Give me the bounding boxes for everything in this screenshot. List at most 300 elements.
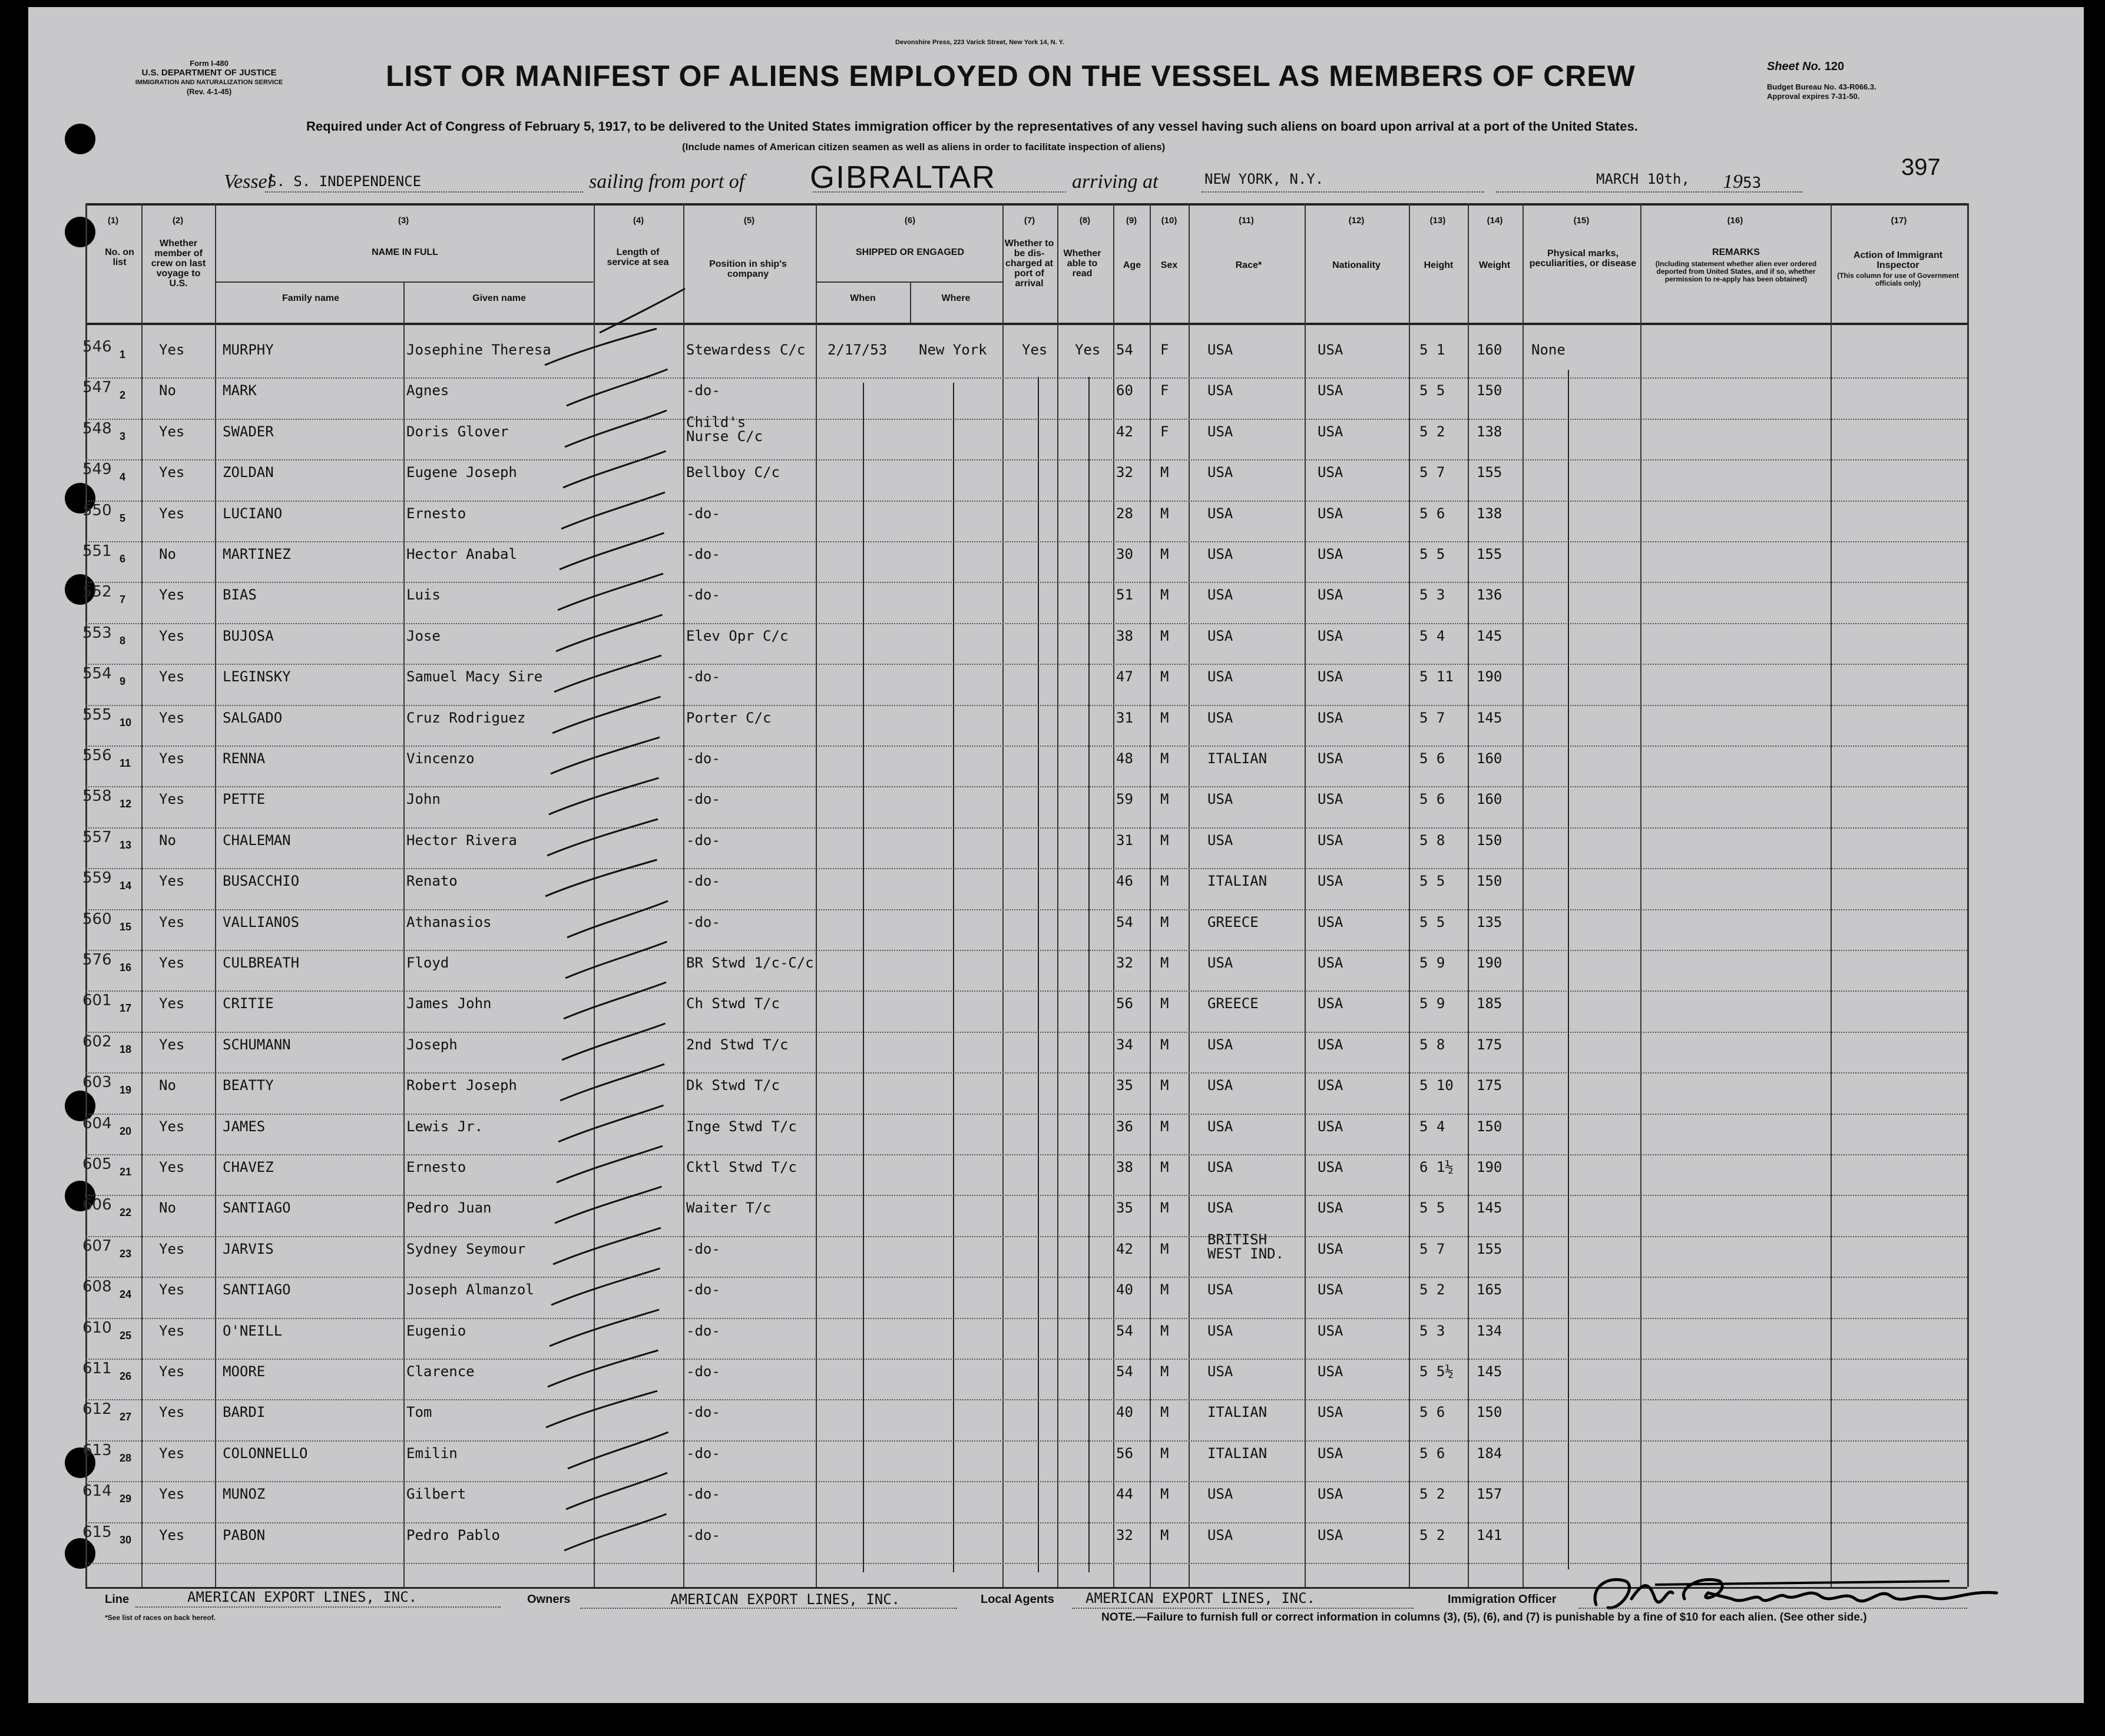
given-name: Lewis Jr. <box>406 1118 484 1135</box>
given-name: Eugenio <box>406 1323 466 1339</box>
age: 31 <box>1116 710 1133 726</box>
ship-position: -do- <box>686 1527 720 1543</box>
sex: M <box>1160 668 1169 685</box>
service-slash-mark <box>533 896 686 943</box>
header-no-on-list: No. on list <box>105 247 134 267</box>
family-name: ZOLDAN <box>223 464 274 481</box>
arrival-port: NEW YORK, N.Y. <box>1204 171 1324 187</box>
given-name: Ernesto <box>406 505 466 522</box>
height: 5 3 <box>1419 1323 1445 1339</box>
nationality: USA <box>1318 423 1343 440</box>
age: 32 <box>1116 1527 1133 1543</box>
agents-value: AMERICAN EXPORT LINES, INC. <box>1085 1590 1316 1606</box>
row-number: 22 <box>120 1207 132 1218</box>
weight: 145 <box>1477 710 1502 726</box>
column-rule <box>403 281 405 1587</box>
agents-underline <box>1072 1608 1414 1609</box>
crew-prior-voyage: Yes <box>159 342 185 358</box>
crew-prior-voyage: Yes <box>159 628 185 644</box>
manifest-number: 610 <box>82 1319 112 1337</box>
vessel-label: Vessel <box>224 171 273 193</box>
nationality: USA <box>1318 955 1343 971</box>
row-separator <box>85 1440 1967 1442</box>
row-number: 27 <box>120 1411 132 1423</box>
manifest-number: 551 <box>82 542 112 560</box>
service-slash-mark <box>533 1305 686 1352</box>
nationality: USA <box>1318 1077 1343 1094</box>
age: 47 <box>1116 668 1133 685</box>
sex: F <box>1160 423 1169 440</box>
race: USA <box>1207 505 1233 522</box>
nationality: USA <box>1318 1200 1343 1216</box>
weight: 175 <box>1477 1077 1502 1094</box>
manifest-number: 556 <box>82 747 112 764</box>
ship-position: -do- <box>686 791 720 807</box>
service-slash-mark <box>533 488 686 535</box>
column-rule <box>1831 203 1832 1587</box>
service-slash-mark <box>533 1468 686 1515</box>
weight: 150 <box>1477 873 1502 889</box>
column-rule <box>1057 203 1058 1587</box>
weight: 150 <box>1477 382 1502 399</box>
height: 5 5 <box>1419 914 1445 930</box>
row-separator <box>85 1318 1967 1319</box>
header-physical: Physical marks, peculiarities, or disease <box>1529 249 1637 269</box>
header-discharged: Whether to be dis-charged at port of arrival <box>1004 238 1054 289</box>
sex: M <box>1160 1281 1169 1298</box>
weight: 160 <box>1477 791 1502 807</box>
age: 30 <box>1116 546 1133 562</box>
family-name: BUJOSA <box>223 628 274 644</box>
age: 40 <box>1116 1281 1133 1298</box>
service-slash-mark <box>533 978 686 1025</box>
ship-position: -do- <box>686 873 720 889</box>
age: 42 <box>1116 423 1133 440</box>
crew-prior-voyage: Yes <box>159 1281 185 1298</box>
row-number: 7 <box>120 594 126 605</box>
column-number: (1) <box>107 216 119 226</box>
weight: 155 <box>1477 464 1502 481</box>
column-rule <box>215 203 216 1587</box>
height: 5 2 <box>1419 1281 1445 1298</box>
given-name: Gilbert <box>406 1486 466 1502</box>
given-name: Samuel Macy Sire <box>406 668 543 685</box>
ship-position: -do- <box>686 1323 720 1339</box>
given-name: Pedro Pablo <box>406 1527 500 1543</box>
height: 5 5 <box>1419 873 1445 889</box>
race: USA <box>1207 1159 1233 1175</box>
age: 28 <box>1116 505 1133 522</box>
family-name: CRITIE <box>223 995 274 1012</box>
ship-position: -do- <box>686 546 720 562</box>
row-number: 18 <box>120 1043 132 1055</box>
height: 5 7 <box>1419 464 1445 481</box>
height: 5 5 <box>1419 382 1445 399</box>
row-number: 23 <box>120 1248 132 1260</box>
manifest-number: 552 <box>82 583 112 601</box>
ditto-stroke <box>1568 370 1569 1569</box>
given-name: Cruz Rodriguez <box>406 710 526 726</box>
header-member-prior: Whether member of crew on last voyage to U.S. <box>151 238 206 289</box>
row-number: 8 <box>120 635 126 647</box>
family-name: LUCIANO <box>223 505 283 522</box>
service-slash-mark <box>533 1059 686 1106</box>
column-rule <box>1150 203 1151 1587</box>
port-underline <box>813 191 1066 193</box>
ship-position: -do- <box>686 587 720 603</box>
row-separator <box>85 909 1967 910</box>
ship-position: Ch Stwd T/c <box>686 995 780 1012</box>
ditto-stroke <box>1088 377 1090 1572</box>
header-length-service: Length of service at sea <box>607 247 669 267</box>
manifest-number: 557 <box>82 829 112 846</box>
height: 5 11 <box>1419 668 1454 685</box>
header-weight: Weight <box>1478 260 1511 270</box>
age: 35 <box>1116 1077 1133 1094</box>
nationality: USA <box>1318 464 1343 481</box>
manifest-number: 550 <box>82 502 112 519</box>
crew-prior-voyage: Yes <box>159 955 185 971</box>
shipped-subheader-rule <box>816 281 1002 283</box>
ship-position: Porter C/c <box>686 710 772 726</box>
sex: M <box>1160 710 1169 726</box>
line-underline <box>135 1606 501 1608</box>
race: USA <box>1207 1036 1233 1053</box>
race: ITALIAN <box>1207 1404 1267 1420</box>
row-number: 25 <box>120 1330 132 1341</box>
given-name: Eugene Joseph <box>406 464 517 481</box>
sex: M <box>1160 1200 1169 1216</box>
weight: 190 <box>1477 668 1502 685</box>
crew-prior-voyage: Yes <box>159 1363 185 1380</box>
sex: M <box>1160 995 1169 1012</box>
row-number: 16 <box>120 962 132 973</box>
family-name: RENNA <box>223 750 266 767</box>
age: 40 <box>1116 1404 1133 1420</box>
line-label: Line <box>105 1593 130 1606</box>
race: BRITISH WEST IND. <box>1207 1231 1285 1262</box>
ship-position: -do- <box>686 1241 720 1257</box>
row-number: 28 <box>120 1452 132 1464</box>
manifest-number: 606 <box>82 1196 112 1214</box>
manifest-number: 559 <box>82 869 112 887</box>
sex: M <box>1160 1077 1169 1094</box>
column-number: (6) <box>904 216 916 226</box>
manifest-number: 554 <box>82 665 112 683</box>
sheet-number: Sheet No. 120 <box>1767 60 1845 73</box>
row-separator <box>85 377 1967 379</box>
race: USA <box>1207 1281 1233 1298</box>
header-position: Position in ship's company <box>709 259 787 279</box>
sex: M <box>1160 1445 1169 1462</box>
service-slash-mark <box>533 406 686 453</box>
weight: 160 <box>1477 342 1502 358</box>
row-separator <box>85 1481 1967 1482</box>
age: 32 <box>1116 464 1133 481</box>
race: ITALIAN <box>1207 1445 1267 1462</box>
budget-bureau: Budget Bureau No. 43-R066.3. Approval expires 7-31-50. <box>1767 82 1876 101</box>
row-number: 30 <box>120 1534 132 1546</box>
given-name: Tom <box>406 1404 432 1420</box>
weight: 175 <box>1477 1036 1502 1053</box>
column-number: (9) <box>1126 216 1137 226</box>
age: 54 <box>1116 342 1133 358</box>
column-number: (15) <box>1573 216 1590 226</box>
row-separator <box>85 827 1967 829</box>
family-name: JAMES <box>223 1118 266 1135</box>
row-separator <box>85 664 1967 665</box>
family-name: MOORE <box>223 1363 266 1380</box>
ship-position: BR Stwd 1/c-C/c <box>686 955 814 971</box>
manifest-number: 612 <box>82 1400 112 1418</box>
column-number: (7) <box>1024 216 1035 226</box>
ship-position: -do- <box>686 750 720 767</box>
column-number: (13) <box>1429 216 1446 226</box>
family-name: MUNOZ <box>223 1486 266 1502</box>
column-number: (4) <box>633 216 644 226</box>
ship-position: -do- <box>686 1281 720 1298</box>
crew-prior-voyage: Yes <box>159 668 185 685</box>
punch-hole <box>65 217 95 247</box>
departure-port: GIBRALTAR <box>810 160 997 195</box>
discharge-flag: Yes <box>1022 342 1048 358</box>
age: 38 <box>1116 1159 1133 1175</box>
manifest-number: 549 <box>82 460 112 478</box>
nationality: USA <box>1318 1363 1343 1380</box>
manifest-number: 614 <box>82 1482 112 1500</box>
given-name: Emilin <box>406 1445 458 1462</box>
height: 5 2 <box>1419 1527 1445 1543</box>
weight: 145 <box>1477 1200 1502 1216</box>
family-name: SALGADO <box>223 710 283 726</box>
service-slash-mark <box>533 733 686 780</box>
row-separator <box>85 786 1967 787</box>
height: 5 6 <box>1419 1445 1445 1462</box>
column-number: (5) <box>743 216 755 226</box>
row-separator <box>85 623 1967 624</box>
header-shipped: SHIPPED OR ENGAGED <box>855 247 965 257</box>
weight: 184 <box>1477 1445 1502 1462</box>
sex: M <box>1160 1363 1169 1380</box>
height: 5 2 <box>1419 423 1445 440</box>
height: 5 5½ <box>1419 1363 1454 1380</box>
race: USA <box>1207 628 1233 644</box>
age: 51 <box>1116 587 1133 603</box>
given-name: Clarence <box>406 1363 475 1380</box>
nationality: USA <box>1318 791 1343 807</box>
service-slash-mark <box>533 528 686 575</box>
service-slash-mark <box>533 1427 686 1475</box>
officer-label: Immigration Officer <box>1448 1593 1557 1606</box>
ditto-stroke <box>1038 377 1039 1572</box>
row-number: 24 <box>120 1288 132 1300</box>
ship-position: -do- <box>686 668 720 685</box>
service-slash-mark <box>533 814 686 862</box>
crew-prior-voyage: No <box>159 546 176 562</box>
page-number: 397 <box>1901 154 1941 180</box>
family-name: MURPHY <box>223 342 274 358</box>
printer-line: Devonshire Press, 223 Varick Street, New York 14, N. Y. <box>895 39 1064 46</box>
height: 5 2 <box>1419 1486 1445 1502</box>
crew-prior-voyage: Yes <box>159 1486 185 1502</box>
family-name: CHAVEZ <box>223 1159 274 1175</box>
crew-prior-voyage: Yes <box>159 750 185 767</box>
age: 42 <box>1116 1241 1133 1257</box>
row-number: 4 <box>120 471 126 483</box>
sex: M <box>1160 1323 1169 1339</box>
given-name: John <box>406 791 441 807</box>
row-number: 2 <box>120 389 126 401</box>
service-slash-mark <box>533 569 686 616</box>
weight: 165 <box>1477 1281 1502 1298</box>
row-separator <box>85 1399 1967 1400</box>
family-name: PETTE <box>223 791 266 807</box>
weight: 150 <box>1477 1118 1502 1135</box>
ship-position: -do- <box>686 1363 720 1380</box>
manifest-number: 613 <box>82 1442 112 1459</box>
sex: M <box>1160 546 1169 562</box>
given-name: Josephine Theresa <box>406 342 551 358</box>
inclusion-note: (Include names of American citizen seamen as well as aliens in order to facilitate inspection of aliens) <box>682 141 1166 153</box>
header-remarks-sub: (Including statement whether alien ever ordered deported from United States, and if so, whether permission to re-apply has been obtained) <box>1655 260 1817 283</box>
arriving-label: arriving at <box>1072 171 1159 193</box>
column-rule <box>1189 203 1190 1587</box>
sex: M <box>1160 587 1169 603</box>
race: USA <box>1207 791 1233 807</box>
column-rule <box>1002 203 1004 1587</box>
column-number: (16) <box>1727 216 1743 226</box>
race: USA <box>1207 342 1233 358</box>
manifest-number: 603 <box>82 1074 112 1091</box>
family-name: CULBREATH <box>223 955 300 971</box>
race: USA <box>1207 832 1233 849</box>
race: USA <box>1207 382 1233 399</box>
service-slash-mark <box>533 1264 686 1311</box>
age: 54 <box>1116 1323 1133 1339</box>
family-name: SWADER <box>223 423 274 440</box>
row-number: 9 <box>120 675 126 687</box>
row-separator <box>85 1359 1967 1360</box>
height: 5 9 <box>1419 955 1445 971</box>
header-when: When <box>850 293 876 303</box>
column-rule <box>1305 203 1306 1587</box>
row-number: 6 <box>120 553 126 565</box>
height: 5 4 <box>1419 1118 1445 1135</box>
ship-position: Cktl Stwd T/c <box>686 1159 797 1175</box>
given-name: Vincenzo <box>406 750 475 767</box>
column-rule <box>1967 203 1969 1587</box>
weight: 138 <box>1477 423 1502 440</box>
age: 32 <box>1116 955 1133 971</box>
row-number: 26 <box>120 1370 132 1382</box>
family-name: MARTINEZ <box>223 546 291 562</box>
height: 5 8 <box>1419 1036 1445 1053</box>
service-slash-mark <box>533 773 686 820</box>
race: USA <box>1207 1200 1233 1216</box>
service-slash-mark <box>533 365 686 412</box>
family-name: SANTIAGO <box>223 1200 291 1216</box>
nationality: USA <box>1318 995 1343 1012</box>
manifest-number: 546 <box>82 338 112 356</box>
weight: 155 <box>1477 546 1502 562</box>
column-rule <box>1409 203 1410 1587</box>
race: USA <box>1207 1486 1233 1502</box>
nationality: USA <box>1318 1486 1343 1502</box>
manifest-number: 547 <box>82 379 112 396</box>
row-separator <box>85 1154 1967 1155</box>
service-slash-mark <box>533 651 686 698</box>
header-height: Height <box>1424 260 1454 270</box>
weight: 134 <box>1477 1323 1502 1339</box>
age: 59 <box>1116 791 1133 807</box>
sex: M <box>1160 832 1169 849</box>
crew-prior-voyage: Yes <box>159 1323 185 1339</box>
row-separator <box>85 419 1967 420</box>
manifest-number: 605 <box>82 1155 112 1173</box>
ship-position: 2nd Stwd T/c <box>686 1036 789 1053</box>
crew-prior-voyage: Yes <box>159 505 185 522</box>
height: 5 4 <box>1419 628 1445 644</box>
given-name: Joseph Almanzol <box>406 1281 534 1298</box>
crew-prior-voyage: No <box>159 1200 176 1216</box>
service-slash-mark <box>533 446 686 493</box>
weight: 141 <box>1477 1527 1502 1543</box>
given-name: Robert Joseph <box>406 1077 517 1094</box>
nationality: USA <box>1318 1445 1343 1462</box>
row-separator <box>85 990 1967 992</box>
row-number: 29 <box>120 1493 132 1505</box>
race: USA <box>1207 1118 1233 1135</box>
family-name: VALLIANOS <box>223 914 300 930</box>
sex: M <box>1160 955 1169 971</box>
nationality: USA <box>1318 710 1343 726</box>
officer-underline <box>1578 1608 1967 1609</box>
races-note: *See list of races on back hereof. <box>105 1614 216 1622</box>
sex: F <box>1160 382 1169 399</box>
service-slash-mark <box>533 1509 686 1556</box>
service-slash-mark <box>533 692 686 739</box>
nationality: USA <box>1318 1159 1343 1175</box>
nationality: USA <box>1318 505 1343 522</box>
row-number: 10 <box>120 717 132 728</box>
age: 60 <box>1116 382 1133 399</box>
row-separator <box>85 459 1967 460</box>
manifest-number: 615 <box>82 1523 112 1541</box>
height: 5 6 <box>1419 505 1445 522</box>
legal-requirement: Required under Act of Congress of February 5, 1917, to be delivered to the United States immigration officer by the representatives of any vessel having such aliens on board upon arrival at a port of the United States. <box>306 119 1638 134</box>
crew-prior-voyage: Yes <box>159 1241 185 1257</box>
ship-position: -do- <box>686 1486 720 1502</box>
penalty-note: NOTE.—Failure to furnish full or correct information in columns (3), (5), (6), and (7) is punishable by a fine of $10 for each alien. (See other side.) <box>1101 1611 1867 1624</box>
row-separator <box>85 1236 1967 1237</box>
race: GREECE <box>1207 995 1259 1012</box>
header-action-sub: (This column for use of Government officials only) <box>1837 271 1959 287</box>
family-name: COLONNELLO <box>223 1445 308 1462</box>
race: USA <box>1207 1527 1233 1543</box>
header-action: Action of Immigrant Inspector <box>1853 250 1943 270</box>
height: 5 6 <box>1419 791 1445 807</box>
ship-position: -do- <box>686 1445 720 1462</box>
row-number: 21 <box>120 1166 132 1178</box>
manifest-number: 553 <box>82 624 112 642</box>
nationality: USA <box>1318 668 1343 685</box>
header-race: Race* <box>1235 260 1262 270</box>
row-separator <box>85 950 1967 951</box>
age: 38 <box>1116 628 1133 644</box>
ditto-stroke <box>953 383 954 1572</box>
service-slash-mark <box>533 1101 686 1148</box>
ship-position: Stewardess C/c <box>686 342 806 358</box>
